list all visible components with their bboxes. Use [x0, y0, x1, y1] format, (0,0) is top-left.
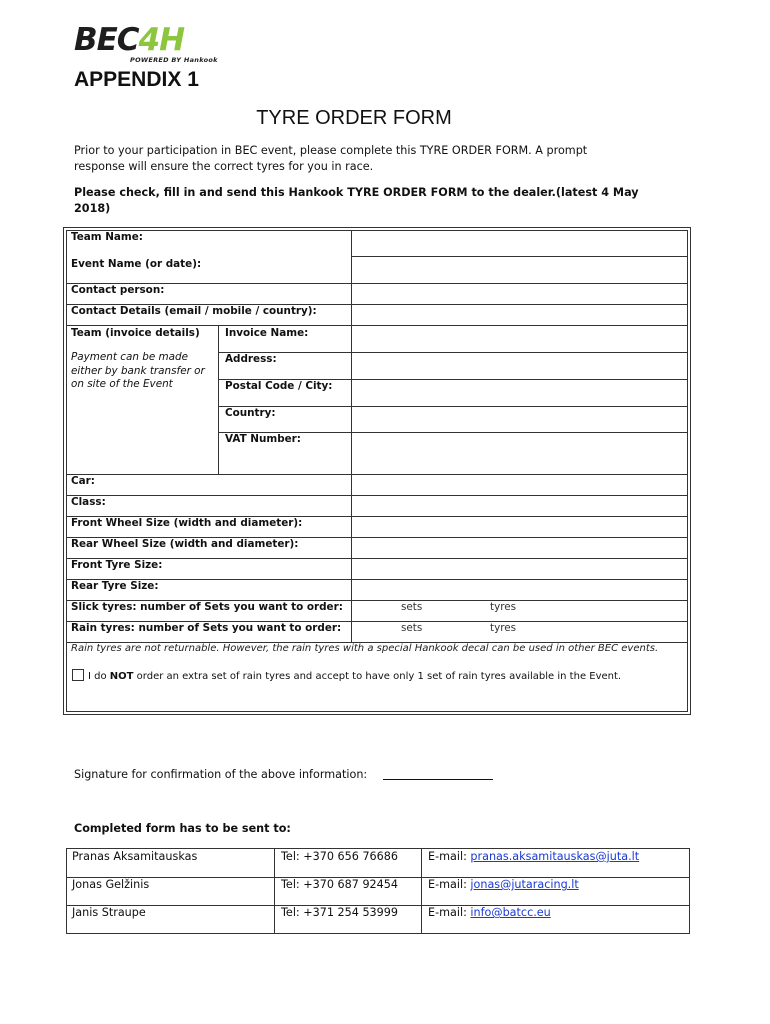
email-label: E-mail:: [428, 850, 471, 863]
contact-tel: Tel: +370 687 92454: [281, 878, 399, 891]
email-label: E-mail:: [428, 906, 471, 919]
sent-to-heading: Completed form has to be sent to:: [74, 822, 291, 835]
column-divider: [218, 325, 219, 474]
rain-sets-unit: sets: [401, 622, 423, 634]
rain-confirm-pre: I do: [88, 671, 110, 682]
rear-tyre-field[interactable]: [352, 580, 688, 600]
bec4h-logo: [74, 22, 234, 68]
contact-name: Janis Straupe: [72, 906, 146, 919]
slick-tyres-unit: tyres: [490, 601, 517, 613]
address-field[interactable]: [352, 353, 688, 379]
invoice-name-field[interactable]: [352, 326, 688, 352]
contact-details-field[interactable]: [352, 305, 688, 325]
front-tyre-label: Front Tyre Size:: [71, 559, 163, 571]
form-title: TYRE ORDER FORM: [256, 107, 452, 129]
email-label: E-mail:: [428, 878, 471, 891]
contact-name: Jonas Gelžinis: [72, 878, 150, 891]
signature-label: Signature for confirmation of the above information:: [74, 768, 368, 781]
rear-wheel-label: Rear Wheel Size (width and diameter):: [71, 538, 299, 550]
country-label: Country:: [225, 407, 276, 419]
rain-tyres-label: Rain tyres: number of Sets you want to order:: [71, 622, 342, 634]
class-field[interactable]: [352, 496, 688, 516]
front-wheel-label: Front Wheel Size (width and diameter):: [71, 517, 303, 529]
rain-confirm-post: order an extra set of rain tyres and accept to have only 1 set of rain tyres available in the Event.: [133, 671, 622, 682]
logo-text-main: BEC: [74, 22, 139, 58]
front-wheel-field[interactable]: [352, 517, 688, 537]
car-label: Car:: [71, 475, 95, 487]
rear-tyre-label: Rear Tyre Size:: [71, 580, 159, 592]
car-field[interactable]: [352, 475, 688, 495]
team-name-field[interactable]: [352, 231, 688, 256]
slick-sets-unit: sets: [401, 601, 423, 613]
event-name-label: Event Name (or date):: [71, 258, 202, 270]
slick-tyres-label: Slick tyres: number of Sets you want to order:: [71, 601, 343, 613]
address-label: Address:: [225, 353, 277, 365]
slick-sets-field[interactable]: [352, 601, 688, 621]
appendix-heading: APPENDIX 1: [74, 68, 199, 91]
team-name-label: Team Name:: [71, 231, 143, 243]
rain-tyres-unit: tyres: [490, 622, 517, 634]
vat-number-field[interactable]: [352, 433, 688, 474]
country-field[interactable]: [352, 407, 688, 432]
class-label: Class:: [71, 496, 106, 508]
intro-paragraph: Prior to your participation in BEC event, please complete this TYRE ORDER FORM. A prompt response will ensure the correct tyres for you in race.: [74, 144, 588, 173]
postal-code-label: Postal Code / City:: [225, 380, 333, 392]
rain-confirm-checkbox[interactable]: [72, 669, 84, 681]
contact-email-cell: [428, 906, 551, 919]
rain-tyres-note: Rain tyres are not returnable. However, the rain tyres with a special Hankook decal can be used in other BEC events.: [71, 643, 659, 654]
contact-email-link[interactable]: jonas@jutaracing.lt: [470, 878, 579, 891]
postal-code-field[interactable]: [352, 380, 688, 406]
contact-person-field[interactable]: [352, 284, 688, 304]
front-tyre-field[interactable]: [352, 559, 688, 579]
contact-details-label: Contact Details (email / mobile / country):: [71, 305, 317, 317]
rain-confirm-text: [88, 671, 621, 682]
contact-name: Pranas Aksamitauskas: [72, 850, 198, 863]
contact-email-cell: [428, 878, 579, 891]
contact-tel: Tel: +371 254 53999: [281, 906, 399, 919]
rear-wheel-field[interactable]: [352, 538, 688, 558]
contact-email-cell: [428, 850, 639, 863]
payment-note: Payment can be made either by bank transfer or on site of the Event: [71, 351, 205, 390]
signature-line[interactable]: [383, 779, 493, 780]
contact-email-link[interactable]: info@batcc.eu: [470, 906, 551, 919]
logo-tagline: POWERED BY Hankook: [130, 56, 218, 64]
rain-confirm-not: NOT: [109, 671, 134, 682]
contact-person-label: Contact person:: [71, 284, 165, 296]
event-name-field[interactable]: [352, 257, 688, 283]
contact-tel: Tel: +370 656 76686: [281, 850, 399, 863]
instruction-paragraph: Please check, fill in and send this Hankook TYRE ORDER FORM to the dealer.(latest 4 May 2018): [74, 186, 639, 215]
logo-text-accent: 4H: [138, 22, 185, 58]
contacts-column-divider: [421, 848, 422, 934]
invoice-name-label: Invoice Name:: [225, 327, 309, 339]
contact-email-link[interactable]: pranas.aksamitauskas@juta.lt: [470, 850, 640, 863]
team-invoice-label: Team (invoice details): [71, 327, 200, 339]
rain-sets-field[interactable]: [352, 622, 688, 642]
vat-number-label: VAT Number:: [225, 433, 301, 445]
contacts-column-divider: [274, 848, 275, 934]
